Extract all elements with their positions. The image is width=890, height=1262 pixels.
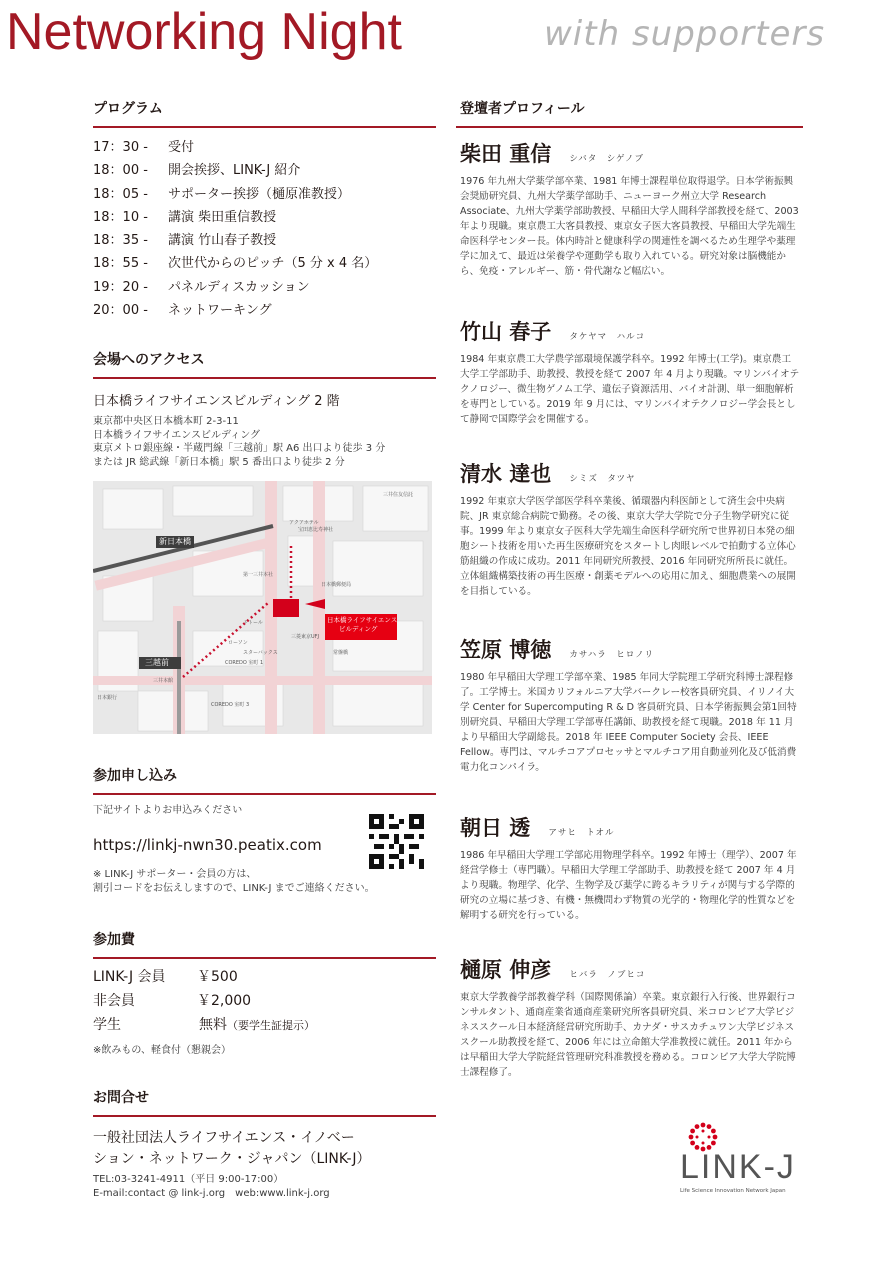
speaker-name-row bbox=[460, 634, 800, 664]
registration-note bbox=[93, 868, 375, 895]
program-label: 講演 柴田重信教授 bbox=[168, 209, 277, 225]
program-item bbox=[93, 299, 433, 322]
program-label: 次世代からのピッチ（5 分 x 4 名） bbox=[168, 256, 378, 272]
speaker-name-row bbox=[460, 138, 800, 168]
fee-divider bbox=[93, 957, 436, 959]
program-time: 19：20 - bbox=[93, 279, 148, 295]
map-station-mitsukoshimae: 三越前 bbox=[145, 658, 169, 667]
contact-heading: お問合せ bbox=[93, 1090, 149, 1106]
speaker-profile bbox=[460, 634, 800, 775]
program-label: 受付 bbox=[168, 140, 195, 155]
map-label: 常盤橋 bbox=[333, 650, 349, 656]
map-label: 日本橋郵便局 bbox=[321, 582, 352, 588]
program-label: パネルディスカッション bbox=[168, 279, 310, 295]
map-label: ローソン bbox=[228, 640, 248, 646]
fee-value: 無料 bbox=[199, 1017, 227, 1033]
program-time: 18：35 - bbox=[93, 233, 148, 249]
speaker-name-row bbox=[460, 812, 800, 842]
map-label: アクアホテル bbox=[289, 520, 319, 526]
program-time: 18：10 - bbox=[93, 209, 148, 225]
registration-note-line2: 割引コードをお伝えしますので、LINK-J までご連絡ください。 bbox=[93, 882, 375, 894]
jr-line: または JR 総武線「新日本橋」駅 5 番出口より徒歩 2 分 bbox=[93, 456, 345, 468]
program-time: 18：05 - bbox=[93, 186, 148, 202]
speaker-name: 柴田 重信 bbox=[460, 142, 552, 166]
program-item bbox=[93, 276, 433, 299]
speaker-profile bbox=[460, 954, 800, 1080]
fee-heading: 参加費 bbox=[93, 932, 135, 948]
logo-wordmark: LINK-J bbox=[680, 1148, 796, 1186]
registration-note-line1: ※ LINK-J サポーター・会員の方は、 bbox=[93, 869, 257, 880]
speaker-kana: アサヒ トオル bbox=[548, 828, 615, 838]
fee-row-member bbox=[93, 965, 423, 989]
contact-org-line2: ション・ネットワーク・ジャパン（LINK-J） bbox=[93, 1151, 371, 1167]
map-station-shin-nihombashi: 新日本橋 bbox=[159, 537, 191, 546]
qr-code[interactable] bbox=[369, 814, 424, 869]
map-label: 日本銀行 bbox=[97, 695, 118, 701]
map-label: 第一三井本社 bbox=[243, 572, 274, 578]
contact-email-web[interactable]: E-mail:contact @ link-j.org web:www.link-j.org bbox=[93, 1187, 330, 1199]
contact-divider bbox=[93, 1115, 436, 1117]
map-label: 三井本館 bbox=[153, 678, 174, 684]
speaker-profile bbox=[460, 458, 800, 599]
contact-tel: TEL:03-3241-4911（平日 9:00-17:00） bbox=[93, 1174, 284, 1185]
map-label: 三井住友信託 bbox=[383, 492, 414, 498]
fee-row-nonmember bbox=[93, 989, 423, 1013]
metro-line: 東京メトロ銀座線・半蔵門線「三越前」駅 A6 出口より徒歩 3 分 bbox=[93, 443, 386, 454]
access-map bbox=[93, 481, 432, 734]
address-line: 東京都中央区日本橋本町 2-3-11 bbox=[93, 416, 239, 427]
fee-value: ￥2,000 bbox=[197, 993, 252, 1009]
program-time: 18：55 - bbox=[93, 256, 148, 272]
fee-label: LINK-J 会員 bbox=[93, 969, 166, 985]
speaker-profile bbox=[460, 316, 800, 427]
speakers-divider bbox=[456, 126, 803, 128]
map-venue-label bbox=[327, 616, 397, 634]
program-time: 17：30 - bbox=[93, 140, 148, 155]
page-subtitle: with supporters bbox=[544, 14, 826, 54]
access-details bbox=[93, 415, 385, 469]
speaker-kana: タケヤマ ハルコ bbox=[569, 332, 646, 342]
registration-heading: 参加申し込み bbox=[93, 768, 177, 784]
speaker-bio: 1984 年東京農工大学農学部環境保護学科卒。1992 年博士(工学)。東京農工大学工学部助手、助教授、教授を経て 2007 年 4 月より現職。マリンバイオテクノロジー、微生物ゲノム工学、遺伝子資源活用、バイオ計測、単一細胞解析を専門としている。2019 年 9 月には、マリンバイオテクノロジー学会長として静岡で国際学会を開催する。 bbox=[460, 354, 800, 425]
map-venue-label-line1: 日本橋ライフサイエンス bbox=[327, 616, 398, 624]
speaker-bio: 1992 年東京大学医学部医学科卒業後、循環器内科医師として済生会中央病院、JR 東京総合病院で勤務。その後、東京大学大学院で分子生物学研究に従事。1999 年より東京女子医科大学先端生命医科学研究所で世界初日本発の細胞シート技術を用いた再生医療研究をスタートし肉眼レベルで拍動する立体心筋組織の作成に成功。2011 年同研究所教授、2016 年同研究所所長に就任。立体組織構築技術の再生医療・創薬モデルへの応用に加え、細胞農業への展開を目指している。 bbox=[460, 496, 796, 597]
speaker-name: 樋原 伸彦 bbox=[460, 958, 552, 982]
map-label: ドトール bbox=[243, 620, 263, 626]
fee-note: （要学生証提示） bbox=[227, 1019, 315, 1032]
contact-org bbox=[93, 1128, 371, 1170]
program-item bbox=[93, 183, 433, 206]
speaker-name: 清水 達也 bbox=[460, 462, 552, 486]
qr-code-graphic bbox=[369, 814, 424, 869]
speaker-name-row bbox=[460, 316, 800, 346]
program-label: 講演 竹山春子教授 bbox=[168, 233, 277, 249]
speaker-bio: 1976 年九州大学薬学部卒業、1981 年博士課程単位取得退学。日本学術振興会奨励研究員、九州大学薬学部助手、ニューヨーク州立大学 Research Associate、九州大学薬学部助教授、早稲田大学人間科学部教授を経て、2003 年より現職。東京農工大客員教授、東京女子医大客員教授、早稲田大学先端生命医科学センター長。体内時計と健康科学の関連性を調べるため生理学や薬理学に加えて、最近は栄養学や運動学も取り入れている。研究対象は脳機能から、免疫・アレルギー、筋・骨代謝など幅広い。 bbox=[460, 176, 799, 277]
program-label: ネットワーキング bbox=[168, 303, 272, 319]
map-venue-label-line2: ビルディング bbox=[339, 625, 378, 633]
venue-name: 日本橋ライフサイエンスビルディング 2 階 bbox=[93, 394, 340, 409]
program-heading: プログラム bbox=[93, 101, 163, 117]
speaker-kana: シミズ タツヤ bbox=[569, 474, 636, 484]
program-item bbox=[93, 206, 433, 229]
program-list bbox=[93, 136, 433, 322]
program-item bbox=[93, 159, 433, 182]
speaker-profile bbox=[460, 138, 800, 279]
registration-intro: 下記サイトよりお申込みください bbox=[93, 805, 243, 816]
program-label: 開会挨拶、LINK-J 紹介 bbox=[168, 163, 301, 179]
speaker-profile bbox=[460, 812, 800, 923]
contact-details bbox=[93, 1173, 330, 1200]
program-time: 18：00 - bbox=[93, 163, 148, 179]
registration-url-link[interactable]: https://linkj-nwn30.peatix.com bbox=[93, 836, 322, 854]
program-item bbox=[93, 252, 433, 275]
fee-value: ￥500 bbox=[197, 969, 238, 985]
speakers-heading: 登壇者プロフィール bbox=[460, 101, 585, 117]
fee-label: 非会員 bbox=[93, 993, 135, 1009]
fee-footnote: ※飲みもの、軽食付（懇親会） bbox=[93, 1045, 231, 1056]
speaker-bio: 1986 年早稲田大学理工学部応用物理学科卒。1992 年博士（理学）、2007 年経営学修士（専門職）。早稲田大学理工学部助手、助教授を経て 2007 年 4 月より現職。物理学、化学、生物学及び薬学に跨るキラリティが関与する学際的研究の立場に基づき、有機・無機問わず物質の光学的・物理化学的性質などを解明する研究を行っている。 bbox=[460, 850, 797, 921]
speaker-kana: ヒバラ ノブヒコ bbox=[569, 970, 646, 980]
page-title: Networking Night bbox=[6, 3, 402, 61]
map-label: 宝田恵比寿神社 bbox=[298, 527, 334, 533]
speaker-name: 竹山 春子 bbox=[460, 320, 552, 344]
speaker-name: 笠原 博徳 bbox=[460, 638, 552, 662]
fee-table bbox=[93, 965, 423, 1037]
speaker-name-row bbox=[460, 954, 800, 984]
link-j-logo bbox=[680, 1120, 810, 1200]
program-label: サポーター挨拶（樋原准教授） bbox=[168, 186, 351, 202]
speaker-name: 朝日 透 bbox=[460, 816, 531, 840]
fee-label: 学生 bbox=[93, 1017, 121, 1033]
speaker-kana: シバタ シゲノブ bbox=[569, 154, 644, 164]
map-drawing bbox=[93, 481, 432, 734]
program-item bbox=[93, 229, 433, 252]
map-label: 三菱東京UFJ bbox=[291, 634, 320, 640]
map-label: COREDO 室町 1 bbox=[225, 660, 264, 666]
program-divider bbox=[93, 126, 436, 128]
logo-tagline: Life Science Innovation Network Japan bbox=[680, 1188, 786, 1194]
program-item bbox=[93, 136, 433, 159]
map-label: COREDO 室町 3 bbox=[211, 702, 250, 708]
map-label: スターバックス bbox=[243, 650, 278, 656]
building-line: 日本橋ライフサイエンスビルディング bbox=[93, 429, 260, 441]
program-time: 20：00 - bbox=[93, 303, 148, 319]
speaker-bio: 1980 年早稲田大学理工学部卒業、1985 年同大学院理工学研究科博士課程修了。工学博士。米国カリフォルニア大学バークレー校客員研究員、イリノイ大学 Center for Supercomputing R & D 客員研究員、日本学術振興会第1回特別研究員、早稲田大学理工学部専任講師、助教授を経て現職。2018 年 11 月より早稲田大学副総長。2018 年 IEEE Computer Society 会長、IEEE Fellow。専門は、マルチコアプロセッサとマルチコア用自動並列化及び低消費電力化コンパイラ。 bbox=[460, 672, 797, 773]
speaker-name-row bbox=[460, 458, 800, 488]
contact-org-line1: 一般社団法人ライフサイエンス・イノベー bbox=[93, 1130, 355, 1146]
fee-row-student bbox=[93, 1013, 423, 1037]
registration-divider bbox=[93, 793, 436, 795]
access-divider bbox=[93, 377, 436, 379]
speaker-bio: 東京大学教養学部教養学科（国際関係論）卒業。東京銀行入行後、世界銀行コンサルタント、通商産業省通商産業研究所客員研究員、米コロンビア大学ビジネススクール日本経済経営研究所助手、カナダ・サスカチュワン大学ビジネススクール助教授を経て、2006 年には立命館大学准教授に就任。2011 年からは早稲田大学大学院経営管理研究科准教授を務める。コロンビア大学大学院博士課程修了。 bbox=[460, 992, 796, 1078]
speaker-kana: カサハラ ヒロノリ bbox=[569, 650, 654, 660]
access-heading: 会場へのアクセス bbox=[93, 352, 205, 368]
